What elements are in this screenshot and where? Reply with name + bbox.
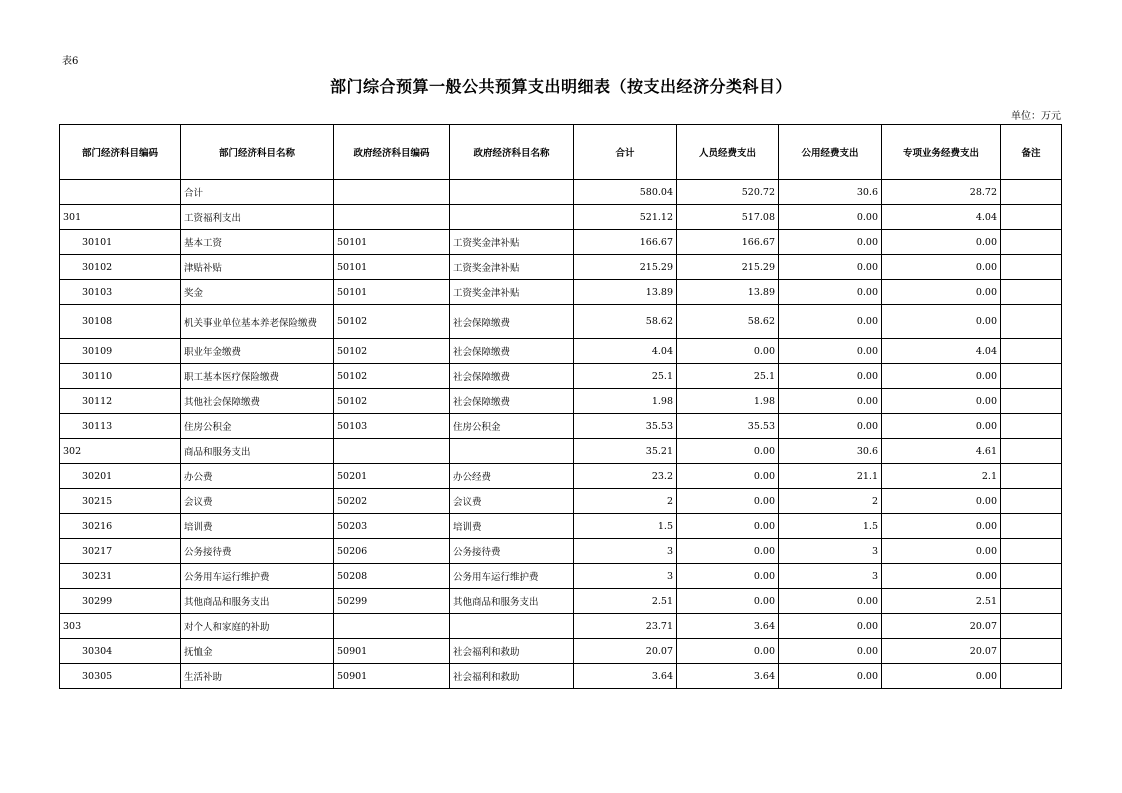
- cell-special: 2.1: [882, 464, 1001, 489]
- cell-personnel: 0.00: [677, 564, 779, 589]
- cell-public: 0.00: [779, 280, 882, 305]
- table-row: [60, 464, 1062, 489]
- cell-public: 3: [779, 539, 882, 564]
- cell-dept-name: 津贴补贴: [181, 255, 334, 280]
- cell-public: 0.00: [779, 614, 882, 639]
- cell-note: [1001, 339, 1062, 364]
- cell-special: 0.00: [882, 305, 1001, 339]
- cell-note: [1001, 439, 1062, 464]
- cell-dept-name: 职业年金缴费: [181, 339, 334, 364]
- cell-gov-name: [450, 180, 574, 205]
- cell-note: [1001, 205, 1062, 230]
- table-row: [60, 255, 1062, 280]
- table-row: [60, 514, 1062, 539]
- cell-gov-name: 社会保障缴费: [450, 339, 574, 364]
- cell-dept-name: 公务用车运行维护费: [181, 564, 334, 589]
- cell-dept-code: 30215: [60, 489, 181, 514]
- cell-note: [1001, 514, 1062, 539]
- cell-public: 0.00: [779, 205, 882, 230]
- table-number: 表6: [62, 56, 79, 67]
- cell-gov-code: 50208: [334, 564, 450, 589]
- cell-special: 0.00: [882, 389, 1001, 414]
- cell-dept-name: 办公费: [181, 464, 334, 489]
- table-row: [60, 230, 1062, 255]
- cell-gov-name: 会议费: [450, 489, 574, 514]
- cell-dept-name: 合计: [181, 180, 334, 205]
- cell-note: [1001, 664, 1062, 689]
- cell-public: 30.6: [779, 439, 882, 464]
- cell-total: 35.53: [574, 414, 677, 439]
- cell-public: 0.00: [779, 364, 882, 389]
- cell-dept-code: 30304: [60, 639, 181, 664]
- cell-dept-code: 303: [60, 614, 181, 639]
- cell-gov-code: 50102: [334, 339, 450, 364]
- cell-gov-name: [450, 614, 574, 639]
- cell-personnel: 3.64: [677, 664, 779, 689]
- cell-dept-code: 30110: [60, 364, 181, 389]
- col-header-dept-name: 部门经济科目名称: [181, 125, 334, 180]
- expenditure-table: [59, 124, 1062, 689]
- cell-total: 58.62: [574, 305, 677, 339]
- cell-personnel: 520.72: [677, 180, 779, 205]
- cell-gov-name: 住房公积金: [450, 414, 574, 439]
- cell-special: 28.72: [882, 180, 1001, 205]
- cell-gov-name: 公务接待费: [450, 539, 574, 564]
- cell-personnel: 0.00: [677, 489, 779, 514]
- cell-dept-code: 30305: [60, 664, 181, 689]
- cell-gov-name: 社会保障缴费: [450, 364, 574, 389]
- cell-personnel: 0.00: [677, 464, 779, 489]
- cell-dept-name: 其他商品和服务支出: [181, 589, 334, 614]
- cell-personnel: 0.00: [677, 589, 779, 614]
- cell-gov-name: 其他商品和服务支出: [450, 589, 574, 614]
- table-row: [60, 564, 1062, 589]
- table-row: [60, 489, 1062, 514]
- cell-note: [1001, 230, 1062, 255]
- col-header-dept-code: 部门经济科目编码: [60, 125, 181, 180]
- cell-special: 0.00: [882, 664, 1001, 689]
- cell-dept-name: 培训费: [181, 514, 334, 539]
- cell-total: 25.1: [574, 364, 677, 389]
- cell-public: 30.6: [779, 180, 882, 205]
- cell-gov-code: [334, 205, 450, 230]
- cell-dept-code: 301: [60, 205, 181, 230]
- cell-special: 0.00: [882, 489, 1001, 514]
- page-title: 部门综合预算一般公共预算支出明细表（按支出经济分类科目）: [329, 77, 792, 96]
- cell-gov-code: 50102: [334, 364, 450, 389]
- cell-gov-name: 工资奖金津补贴: [450, 230, 574, 255]
- table-row: [60, 639, 1062, 664]
- cell-gov-name: 社会保障缴费: [450, 389, 574, 414]
- cell-dept-code: 30102: [60, 255, 181, 280]
- cell-dept-code: 30103: [60, 280, 181, 305]
- table-row: [60, 205, 1062, 230]
- cell-dept-name: 基本工资: [181, 230, 334, 255]
- table-row: [60, 305, 1062, 339]
- cell-personnel: 3.64: [677, 614, 779, 639]
- table-row: [60, 589, 1062, 614]
- cell-dept-code: 30101: [60, 230, 181, 255]
- cell-total: 4.04: [574, 339, 677, 364]
- cell-dept-name: 对个人和家庭的补助: [181, 614, 334, 639]
- cell-total: 3.64: [574, 664, 677, 689]
- cell-personnel: 58.62: [677, 305, 779, 339]
- cell-public: 0.00: [779, 339, 882, 364]
- cell-note: [1001, 589, 1062, 614]
- cell-special: 0.00: [882, 414, 1001, 439]
- cell-gov-name: 公务用车运行维护费: [450, 564, 574, 589]
- cell-special: 4.61: [882, 439, 1001, 464]
- cell-public: 0.00: [779, 414, 882, 439]
- cell-gov-code: 50102: [334, 389, 450, 414]
- table-row: [60, 389, 1062, 414]
- cell-personnel: 1.98: [677, 389, 779, 414]
- cell-special: 20.07: [882, 614, 1001, 639]
- cell-public: 0.00: [779, 589, 882, 614]
- table-row: [60, 539, 1062, 564]
- cell-special: 0.00: [882, 364, 1001, 389]
- cell-note: [1001, 280, 1062, 305]
- cell-total: 1.98: [574, 389, 677, 414]
- cell-dept-code: 302: [60, 439, 181, 464]
- col-header-gov-name: 政府经济科目名称: [450, 125, 574, 180]
- cell-total: 2: [574, 489, 677, 514]
- cell-dept-name: 机关事业单位基本养老保险缴费: [181, 305, 334, 339]
- cell-note: [1001, 180, 1062, 205]
- cell-special: 0.00: [882, 539, 1001, 564]
- cell-total: 215.29: [574, 255, 677, 280]
- header-row: [60, 125, 1062, 180]
- cell-public: 0.00: [779, 305, 882, 339]
- cell-gov-code: 50103: [334, 414, 450, 439]
- cell-note: [1001, 464, 1062, 489]
- cell-dept-code: [60, 180, 181, 205]
- cell-personnel: 35.53: [677, 414, 779, 439]
- cell-public: 0.00: [779, 389, 882, 414]
- cell-gov-code: 50203: [334, 514, 450, 539]
- cell-special: 0.00: [882, 255, 1001, 280]
- cell-personnel: 0.00: [677, 539, 779, 564]
- cell-total: 35.21: [574, 439, 677, 464]
- cell-personnel: 517.08: [677, 205, 779, 230]
- cell-gov-name: 社会福利和救助: [450, 664, 574, 689]
- cell-special: 4.04: [882, 205, 1001, 230]
- cell-gov-name: 工资奖金津补贴: [450, 255, 574, 280]
- table-row: [60, 180, 1062, 205]
- cell-note: [1001, 564, 1062, 589]
- cell-public: 21.1: [779, 464, 882, 489]
- cell-public: 0.00: [779, 664, 882, 689]
- cell-dept-name: 公务接待费: [181, 539, 334, 564]
- table-row: [60, 339, 1062, 364]
- table-row: [60, 614, 1062, 639]
- cell-dept-name: 其他社会保障缴费: [181, 389, 334, 414]
- cell-dept-name: 奖金: [181, 280, 334, 305]
- col-header-public: 公用经费支出: [779, 125, 882, 180]
- cell-dept-name: 生活补助: [181, 664, 334, 689]
- cell-dept-code: 30113: [60, 414, 181, 439]
- col-header-note: 备注: [1001, 125, 1062, 180]
- cell-dept-name: 抚恤金: [181, 639, 334, 664]
- cell-gov-code: 50101: [334, 255, 450, 280]
- cell-special: 4.04: [882, 339, 1001, 364]
- cell-gov-name: 工资奖金津补贴: [450, 280, 574, 305]
- cell-gov-code: [334, 614, 450, 639]
- cell-personnel: 0.00: [677, 339, 779, 364]
- cell-personnel: 25.1: [677, 364, 779, 389]
- col-header-gov-code: 政府经济科目编码: [334, 125, 450, 180]
- cell-total: 580.04: [574, 180, 677, 205]
- col-header-special: 专项业务经费支出: [882, 125, 1001, 180]
- cell-total: 3: [574, 539, 677, 564]
- cell-total: 13.89: [574, 280, 677, 305]
- cell-public: 0.00: [779, 639, 882, 664]
- cell-public: 0.00: [779, 255, 882, 280]
- cell-special: 0.00: [882, 514, 1001, 539]
- cell-dept-code: 30216: [60, 514, 181, 539]
- cell-personnel: 0.00: [677, 439, 779, 464]
- cell-special: 20.07: [882, 639, 1001, 664]
- cell-gov-name: 办公经费: [450, 464, 574, 489]
- cell-special: 0.00: [882, 230, 1001, 255]
- cell-total: 166.67: [574, 230, 677, 255]
- cell-gov-name: [450, 439, 574, 464]
- cell-note: [1001, 389, 1062, 414]
- table-row: [60, 664, 1062, 689]
- cell-public: 3: [779, 564, 882, 589]
- cell-gov-code: [334, 180, 450, 205]
- cell-dept-code: 30108: [60, 305, 181, 339]
- cell-gov-code: 50901: [334, 639, 450, 664]
- cell-note: [1001, 539, 1062, 564]
- cell-gov-code: 50202: [334, 489, 450, 514]
- cell-dept-code: 30112: [60, 389, 181, 414]
- cell-gov-name: 社会保障缴费: [450, 305, 574, 339]
- cell-gov-code: 50206: [334, 539, 450, 564]
- cell-gov-code: 50299: [334, 589, 450, 614]
- cell-total: 23.71: [574, 614, 677, 639]
- cell-gov-name: 社会福利和救助: [450, 639, 574, 664]
- col-header-total: 合计: [574, 125, 677, 180]
- cell-note: [1001, 414, 1062, 439]
- cell-gov-name: [450, 205, 574, 230]
- cell-total: 1.5: [574, 514, 677, 539]
- col-header-personnel: 人员经费支出: [677, 125, 779, 180]
- cell-total: 2.51: [574, 589, 677, 614]
- cell-special: 2.51: [882, 589, 1001, 614]
- cell-personnel: 215.29: [677, 255, 779, 280]
- cell-note: [1001, 614, 1062, 639]
- cell-public: 1.5: [779, 514, 882, 539]
- cell-gov-code: 50101: [334, 280, 450, 305]
- cell-personnel: 13.89: [677, 280, 779, 305]
- cell-dept-name: 工资福利支出: [181, 205, 334, 230]
- cell-note: [1001, 255, 1062, 280]
- cell-note: [1001, 305, 1062, 339]
- cell-gov-name: 培训费: [450, 514, 574, 539]
- cell-dept-code: 30217: [60, 539, 181, 564]
- unit-label: 单位：万元: [1011, 111, 1061, 122]
- cell-dept-code: 30299: [60, 589, 181, 614]
- cell-gov-code: [334, 439, 450, 464]
- cell-dept-name: 住房公积金: [181, 414, 334, 439]
- cell-total: 20.07: [574, 639, 677, 664]
- table-row: [60, 414, 1062, 439]
- cell-dept-code: 30201: [60, 464, 181, 489]
- cell-total: 521.12: [574, 205, 677, 230]
- cell-gov-code: 50901: [334, 664, 450, 689]
- cell-dept-code: 30109: [60, 339, 181, 364]
- cell-note: [1001, 639, 1062, 664]
- cell-dept-code: 30231: [60, 564, 181, 589]
- table-row: [60, 364, 1062, 389]
- cell-note: [1001, 364, 1062, 389]
- cell-gov-code: 50201: [334, 464, 450, 489]
- table-row: [60, 439, 1062, 464]
- cell-special: 0.00: [882, 564, 1001, 589]
- cell-note: [1001, 489, 1062, 514]
- cell-gov-code: 50101: [334, 230, 450, 255]
- cell-dept-name: 职工基本医疗保险缴费: [181, 364, 334, 389]
- cell-gov-code: 50102: [334, 305, 450, 339]
- cell-special: 0.00: [882, 280, 1001, 305]
- cell-personnel: 0.00: [677, 514, 779, 539]
- cell-public: 2: [779, 489, 882, 514]
- cell-total: 3: [574, 564, 677, 589]
- cell-total: 23.2: [574, 464, 677, 489]
- cell-personnel: 166.67: [677, 230, 779, 255]
- cell-personnel: 0.00: [677, 639, 779, 664]
- table-row: [60, 280, 1062, 305]
- cell-public: 0.00: [779, 230, 882, 255]
- cell-dept-name: 会议费: [181, 489, 334, 514]
- cell-dept-name: 商品和服务支出: [181, 439, 334, 464]
